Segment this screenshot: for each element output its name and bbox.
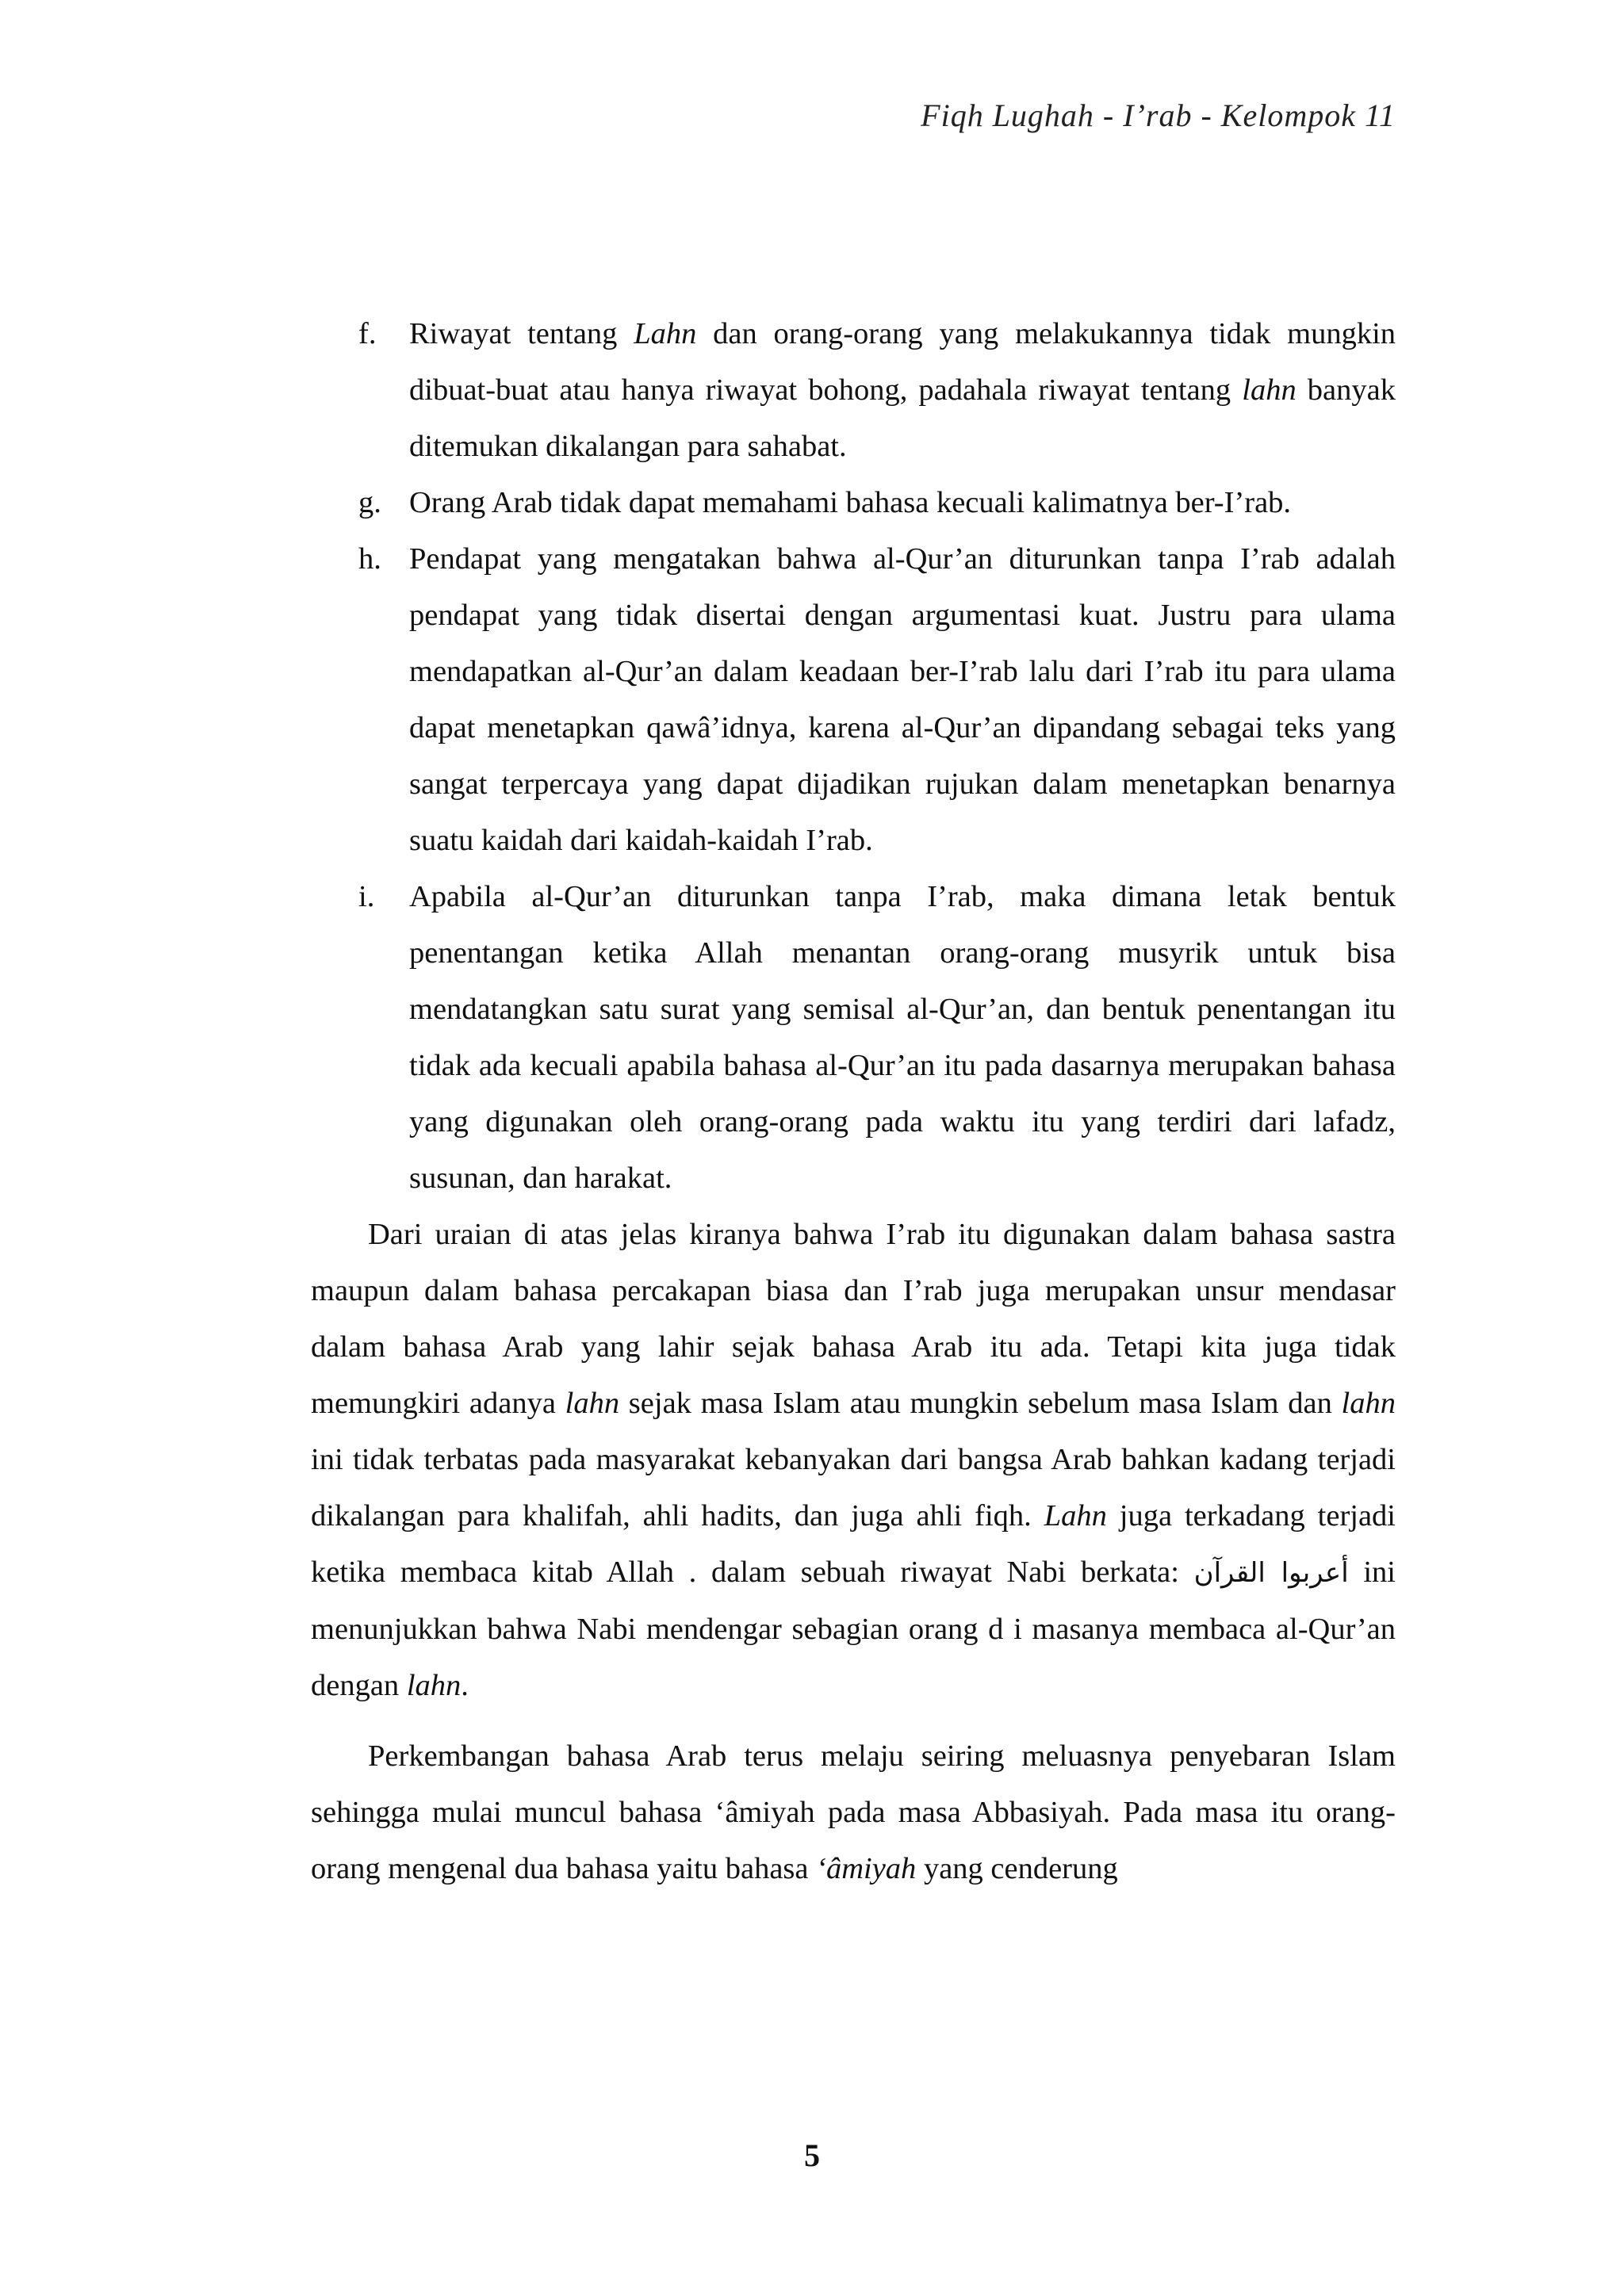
- list-marker: h.: [358, 542, 381, 576]
- text-run: yang cenderung: [916, 1852, 1118, 1885]
- italic-term: lahn: [565, 1387, 620, 1420]
- text-run: Perkembangan bahasa Arab terus melaju seiring meluasnya penyebaran Islam sehingga mulai muncul bahasa ‘âmiyah pada masa Abbasiyah. Pada masa itu orang-orang mengenal dua bahasa yaitu bahasa: [311, 1739, 1396, 1885]
- text-run: sejak masa Islam atau mungkin sebelum masa Islam dan: [619, 1387, 1342, 1420]
- list-item-i: [311, 869, 1396, 1207]
- italic-term: lahn: [406, 1669, 462, 1702]
- list-item-g: [311, 475, 1396, 531]
- paragraph-development: [311, 1728, 1396, 1897]
- text-run: ini menunjukkan bahwa Nabi mendengar sebagian orang d i masanya membaca al-Qur’an dengan: [311, 1556, 1396, 1702]
- text-run: ini tidak terbatas pada masyarakat kebanyakan dari bangsa Arab bahkan kadang terjadi dikalangan para khalifah, ahli hadits, dan juga ahli fiqh.: [311, 1443, 1396, 1533]
- italic-term: Lahn: [634, 317, 697, 350]
- italic-term: lahn: [1341, 1387, 1396, 1420]
- paragraph-conclusion: [311, 1207, 1396, 1714]
- text-run: Pendapat yang mengatakan bahwa al-Qur’an diturunkan tanpa I’rab adalah pendapat yang tidak disertai dengan argumentasi kuat. Justru para ulama mendapatkan al-Qur’an dalam keadaan ber-I’rab lalu dari I’rab itu para ulama dapat menetapkan qawâ’idnya, karena al-Qur’an dipandang sebagai teks yang sangat terpercaya yang dapat dijadikan rujukan dalam menetapkan benarnya suatu kaidah dari kaidah-kaidah I’rab.: [409, 542, 1396, 857]
- text-run: banyak ditemukan dikalangan para sahabat.: [409, 373, 1396, 463]
- italic-term: Lahn: [1044, 1499, 1107, 1533]
- body-content: [311, 306, 1396, 1897]
- page-number: 5: [804, 2137, 820, 2173]
- text-run: Riwayat tentang: [409, 317, 634, 350]
- running-header: Fiqh Lughah - I’rab - Kelompok 11: [921, 98, 1396, 133]
- italic-term: lahn: [1242, 373, 1297, 407]
- text-run: juga terkadang terjadi ketika membaca kitab Allah . dalam sebuah riwayat Nabi berkata:: [311, 1499, 1396, 1589]
- list-marker: g.: [358, 486, 381, 519]
- text-run: Dari uraian di atas jelas kiranya bahwa I’rab itu digunakan dalam bahasa sastra maupun dalam bahasa percakapan biasa dan I’rab juga merupakan unsur mendasar dalam bahasa Arab yang lahir sejak bahasa Arab itu ada. Tetapi kita juga tidak memungkiri adanya: [311, 1218, 1396, 1420]
- text-run: Apabila al-Qur’an diturunkan tanpa I’rab, maka dimana letak bentuk penentangan ketika Allah menantan orang-orang musyrik untuk bisa mendatangkan satu surat yang semisal al-Qur’an, dan bentuk penentangan itu tidak ada kecuali apabila bahasa al-Qur’an itu pada dasarnya merupakan bahasa yang digunakan oleh orang-orang pada waktu itu yang terdiri dari lafadz, susunan, dan harakat.: [409, 880, 1396, 1195]
- text-run: dan orang-orang yang melakukannya tidak mungkin dibuat-buat atau hanya riwayat bohong, padahala riwayat tentang: [409, 317, 1396, 407]
- text-run: Orang Arab tidak dapat memahami bahasa kecuali kalimatnya ber-I’rab.: [409, 486, 1292, 519]
- italic-term: ‘âmiyah: [816, 1852, 917, 1885]
- arabic-quote: أعربوا القرآن: [1193, 1557, 1349, 1589]
- list-marker: f.: [358, 317, 377, 350]
- list-marker: i.: [358, 880, 375, 913]
- list-item-f: [311, 306, 1396, 475]
- list-item-h: [311, 531, 1396, 869]
- text-run: .: [461, 1669, 469, 1702]
